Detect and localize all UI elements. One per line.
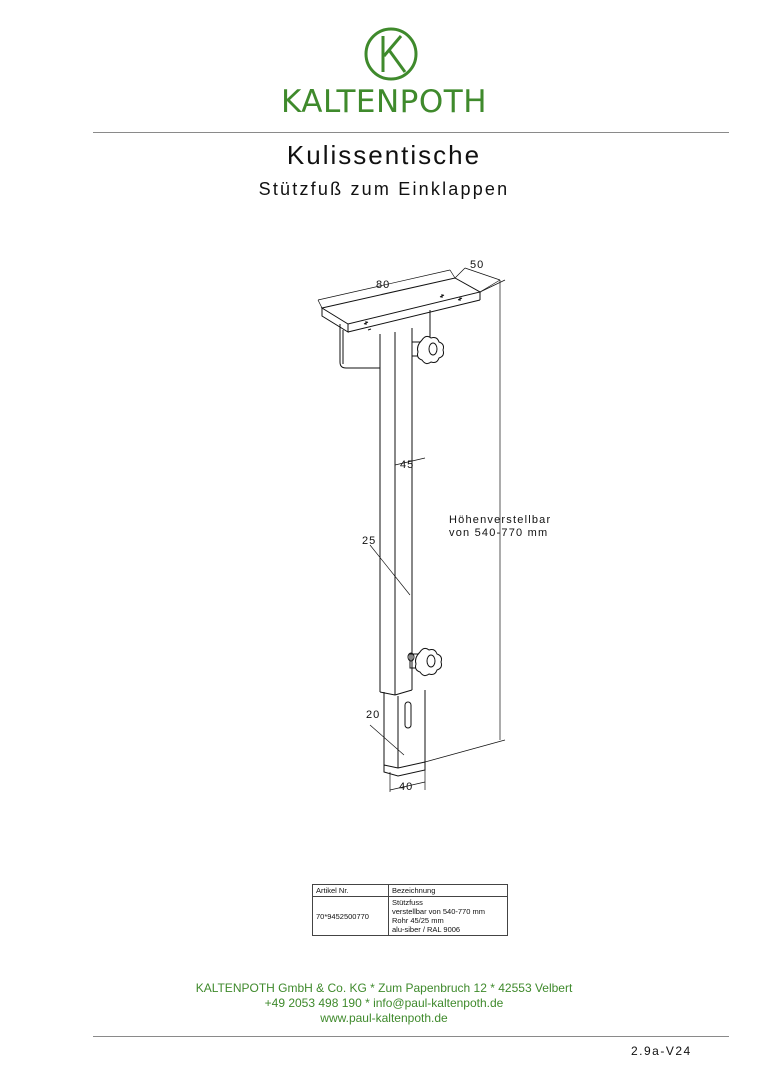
article-description <box>389 897 508 936</box>
description-line: Rohr 45/25 mm <box>392 916 444 925</box>
height-label-line1: Höhenverstellbar <box>449 514 552 526</box>
inner-tube <box>384 690 425 776</box>
dim-tube-inner: 25 <box>362 535 377 547</box>
knob-lower <box>408 648 442 675</box>
description-line: alu-siber / RAL 9006 <box>392 925 461 934</box>
logo-mark-icon <box>363 26 419 82</box>
bottom-divider <box>93 1036 729 1037</box>
table-row <box>313 897 508 936</box>
description-line: Stützfuss <box>392 898 423 907</box>
dim-foot: 40 <box>399 781 414 793</box>
dim-tube-outer: 45 <box>400 459 415 471</box>
table-header-row <box>313 885 508 897</box>
company-footer <box>0 981 768 1026</box>
height-label-line2: von 540-770 mm <box>449 527 549 539</box>
dim-depth-top: 50 <box>470 259 485 271</box>
top-divider <box>93 132 729 133</box>
footer-address: KALTENPOTH GmbH & Co. KG * Zum Papenbruch 12 * 42553 Velbert <box>195 981 573 995</box>
outer-tube <box>380 328 415 695</box>
article-number: 70*9452500770 <box>313 897 389 936</box>
footer-contact: +49 2053 498 190 * info@paul-kaltenpoth.de <box>264 996 504 1010</box>
page-title: Kulissentische <box>286 140 482 170</box>
header-description: Bezeichnung <box>389 885 508 897</box>
dim-slot: 20 <box>366 709 381 721</box>
description-line: verstellbar von 540-770 mm <box>392 907 485 916</box>
brand-name: KALTENPOTH <box>280 84 488 120</box>
height-adjustment-label <box>449 514 551 540</box>
page-subtitle: Stützfuß zum Einklappen <box>258 179 510 199</box>
top-plate <box>322 278 480 324</box>
dim-width-top: 80 <box>376 279 391 291</box>
knob-upper <box>412 336 444 363</box>
article-table <box>312 884 508 936</box>
footer-website: www.paul-kaltenpoth.de <box>320 1011 448 1025</box>
header-article-number: Artikel Nr. <box>313 885 389 897</box>
version-label: 2.9a-V24 <box>631 1044 692 1058</box>
